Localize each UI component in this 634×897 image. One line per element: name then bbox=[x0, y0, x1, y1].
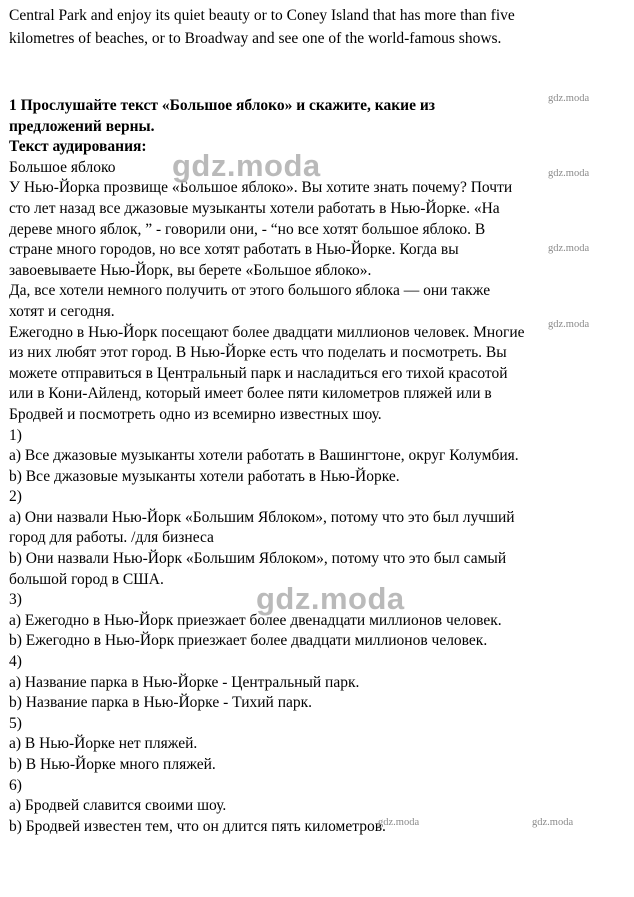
question-option: a) Они назвали Нью-Йорк «Большим Яблоком», потому что это был лучший bbox=[9, 508, 515, 526]
question-number: 5) bbox=[9, 714, 22, 732]
question-number: 2) bbox=[9, 488, 22, 506]
text-line: хотят и сегодня. bbox=[9, 302, 115, 320]
listening-text bbox=[9, 158, 625, 426]
text-line: сто лет назад все джазовые музыканты хотели работать в Нью-Йорке. «На bbox=[9, 199, 500, 217]
intro-line: kilometres of beaches, or to Broadway and see one of the world-famous shows. bbox=[9, 30, 502, 47]
watermark-small: gdz.moda bbox=[548, 319, 590, 330]
question-number: 4) bbox=[9, 653, 22, 671]
watermark-large: gdz.moda bbox=[256, 581, 405, 616]
listening-label: Текст аудирования: bbox=[9, 138, 147, 156]
text-line: дереве много яблок, ” - говорили они, - “но все хотят большое яблоко. В bbox=[9, 220, 486, 238]
text-line: У Нью-Йорка прозвище «Большое яблоко». Вы хотите знать почему? Почти bbox=[9, 179, 513, 197]
watermark-small: gdz.moda bbox=[548, 93, 590, 104]
question-option: b) Они назвали Нью-Йорк «Большим Яблоком», потому что это был самый bbox=[9, 550, 507, 568]
text-line: из них любят этот город. В Нью-Йорке есть что поделать и посмотреть. Вы bbox=[9, 344, 507, 362]
watermark-small: gdz.moda bbox=[378, 817, 420, 828]
question-option: a) Бродвей славится своими шоу. bbox=[9, 797, 227, 815]
question-number: 6) bbox=[9, 776, 22, 794]
question-option: b) Название парка в Нью-Йорке - Тихий парк. bbox=[9, 694, 313, 712]
watermark-large: gdz.moda bbox=[172, 148, 321, 183]
text-line: или в Кони-Айленд, который имеет более пяти километров пляжей или в bbox=[9, 385, 492, 403]
watermark-small: gdz.moda bbox=[548, 243, 590, 254]
question-option: a) Название парка в Нью-Йорке - Центральный парк. bbox=[9, 673, 360, 691]
question-option: a) В Нью-Йорке нет пляжей. bbox=[9, 735, 198, 753]
text-line: Да, все хотели немного получить от этого большого яблока — они также bbox=[9, 282, 491, 300]
questions-list bbox=[9, 426, 625, 838]
text-line: завоевываете Нью-Йорк, вы берете «Большое яблоко». bbox=[9, 261, 372, 279]
intro-line: Central Park and enjoy its quiet beauty or to Coney Island that has more than five bbox=[9, 7, 515, 24]
question-number: 1) bbox=[9, 426, 22, 444]
question-number: 3) bbox=[9, 591, 22, 609]
question-option: город для работы. /для бизнеса bbox=[9, 529, 214, 547]
text-title: Большое яблоко bbox=[9, 158, 116, 176]
text-line: Ежегодно в Нью-Йорк посещают более двадцати миллионов человек. Многие bbox=[9, 323, 525, 341]
question-option: большой город в США. bbox=[9, 570, 164, 588]
question-option: a) Все джазовые музыканты хотели работать в Вашингтоне, округ Колумбия. bbox=[9, 447, 519, 465]
text-line: можете отправиться в Центральный парк и насладиться его тихой красотой bbox=[9, 364, 508, 382]
task-title-line: предложений верны. bbox=[9, 117, 155, 135]
question-option: a) Ежегодно в Нью-Йорк приезжает более двенадцати миллионов человек. bbox=[9, 611, 502, 629]
question-option: b) Все джазовые музыканты хотели работать в Нью-Йорке. bbox=[9, 467, 400, 485]
task-title-line: 1 Прослушайте текст «Большое яблоко» и скажите, какие из bbox=[9, 97, 436, 114]
intro-paragraph bbox=[9, 4, 625, 50]
watermark-small: gdz.moda bbox=[532, 817, 574, 828]
text-line: Бродвей и посмотреть одно из всемирно известных шоу. bbox=[9, 405, 382, 423]
watermark-small: gdz.moda bbox=[548, 168, 590, 179]
question-option: b) Бродвей известен тем, что он длится пять километров. bbox=[9, 817, 386, 835]
document-page bbox=[9, 4, 625, 837]
text-line: стране много городов, но все хотят работать в Нью-Йорке. Когда вы bbox=[9, 241, 459, 259]
question-option: b) Ежегодно в Нью-Йорк приезжает более двадцати миллионов человек. bbox=[9, 632, 488, 650]
question-option: b) В Нью-Йорке много пляжей. bbox=[9, 756, 216, 773]
